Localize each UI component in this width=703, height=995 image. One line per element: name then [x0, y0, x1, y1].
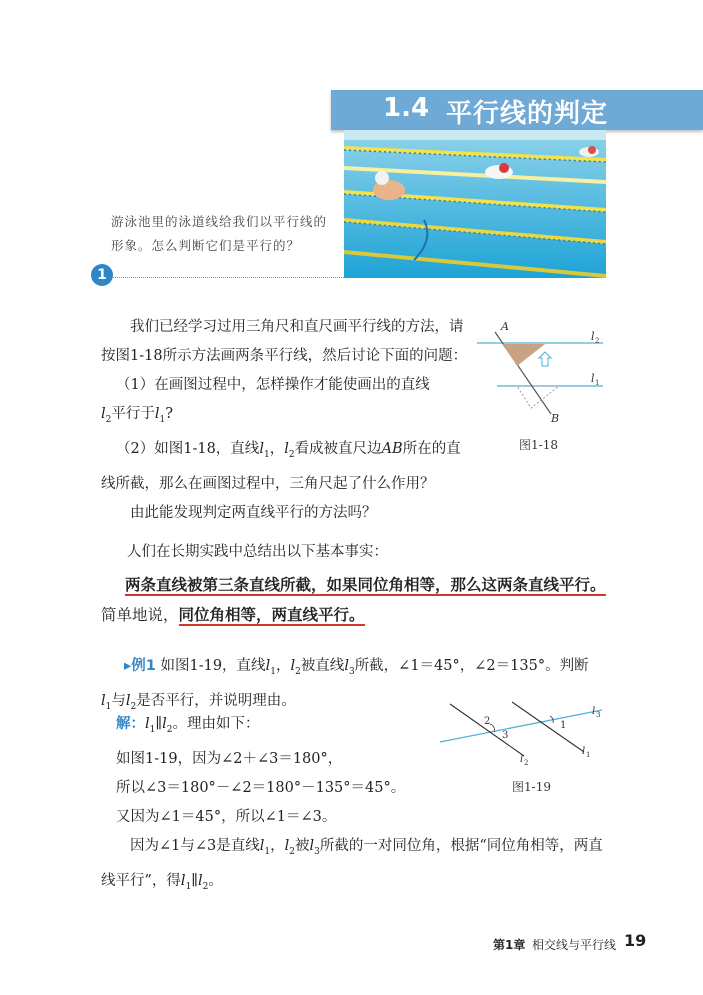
principle-box: [101, 570, 611, 630]
solution-line-4: 因为∠1与∠3是直线$l_1$，$l_2$被$l_3$所截的一对同位角，根据“同位角相等，两直线平行”，得$l_1\parallel l_2$。: [101, 837, 603, 892]
activity-lead: 我们已经学习过用三角尺和直尺画平行线的方法，请按图1-18所示方法画两条平行线，然后讨论下面的问题：: [101, 319, 468, 364]
intro-question: 游泳池里的泳道线给我们以平行线的形象。怎么判断它们是平行的？: [111, 214, 328, 253]
section-badge: 1: [91, 264, 113, 286]
activity-question-1: （1）在画图过程中，怎样操作才能使画出的直线: [116, 377, 430, 393]
page-number: 19: [624, 931, 647, 950]
section-title: 平行线的判定: [446, 99, 609, 129]
principle-statement: 两条直线被第三条直线所截，如果同位角相等，那么这两条直线平行。: [125, 576, 606, 594]
example-line-1: ▸例1 如图1-19，直线$l_1$，$l_2$被直线$l_3$所截，∠1＝45°，∠2＝135°。判断: [124, 658, 589, 677]
solution-answer: 解：$l_1\parallel l_2$。理由如下：: [116, 716, 260, 735]
activity-question-1-cont: $l_2$平行于$l_1$?: [101, 406, 174, 425]
figure-1-18: [473, 318, 613, 428]
principle-short-lead: 简单地说，: [101, 606, 179, 624]
section-number: 1.4: [383, 93, 430, 123]
swimming-pool-photo: [344, 130, 606, 278]
footer-chapter-title: 相交线与平行线: [532, 938, 617, 952]
activity-question-2: （2）如图1-18，直线$l_1$，$l_2$看成被直尺边AB所在的直线所截，那么在画图过程中，三角尺起了什么作用？: [101, 440, 461, 492]
principle-short: 同位角相等，两直线平行。: [178, 606, 365, 624]
svg-text:1: 1: [595, 379, 600, 387]
label-l1: l: [591, 372, 595, 385]
example-label: ▸例1: [124, 658, 156, 674]
activity-question-3: 由此能发现判定两直线平行的方法吗？: [130, 504, 377, 521]
facts-lead: 人们在长期实践中总结出以下基本事实：: [127, 544, 388, 560]
svg-text:l: l: [582, 746, 586, 757]
angle-2-label: 2: [484, 716, 491, 727]
svg-text:l: l: [520, 754, 524, 765]
svg-text:1: 1: [586, 751, 591, 759]
intro-divider: [100, 277, 344, 278]
angle-3-label: 3: [502, 730, 509, 741]
figure-1-18-caption: 图1-18: [519, 438, 558, 452]
figure-1-19-caption: 图1-19: [512, 780, 551, 794]
activity-text: [101, 313, 469, 528]
footer-chapter: 第1章: [493, 938, 526, 952]
solution-line-1: 如图1-19，因为∠2＋∠3＝180°，: [116, 750, 343, 767]
svg-text:2: 2: [595, 337, 600, 345]
svg-text:2: 2: [524, 759, 529, 767]
solution-line-3: 又因为∠1＝45°，所以∠1＝∠3。: [116, 808, 337, 825]
label-A: A: [501, 320, 509, 333]
svg-text:l: l: [592, 706, 596, 717]
example-line-2: $l_1$与$l_2$是否平行，并说明理由。: [101, 692, 296, 712]
label-l2: l: [591, 330, 595, 343]
solution-line-2: 所以∠3＝180°－∠2＝180°－135°＝45°。: [116, 779, 406, 796]
figure-1-19: [436, 696, 606, 768]
label-B: B: [551, 412, 560, 425]
angle-1-label: 1: [560, 720, 567, 731]
svg-text:3: 3: [596, 711, 601, 719]
